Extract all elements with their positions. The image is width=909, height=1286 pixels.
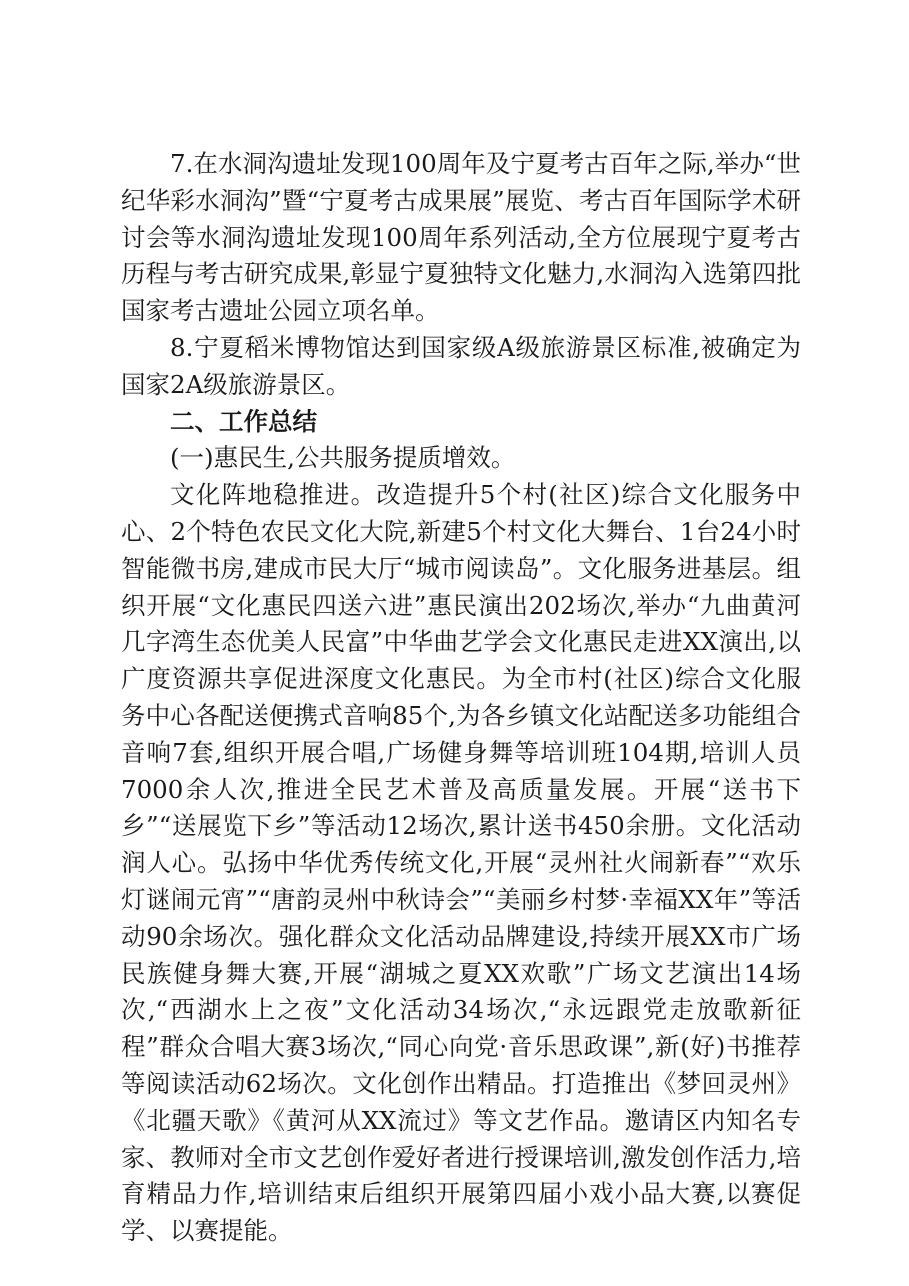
subsection-heading: (一)惠民生,公共服务提质增效。	[170, 443, 516, 473]
paragraph-item-8: 8.宁夏稻米博物馆达到国家级A级旅游景区标准,被确定为国家2A级旅游景区。	[121, 332, 801, 399]
document-page	[121, 146, 801, 1250]
paragraph-item-7: 7.在水洞沟遗址发现100周年及宁夏考古百年之际,举办“世纪华彩水洞沟”暨“宁夏考古成果展”展览、考古百年国际学术研讨会等水洞沟遗址发现100周年系列活动,全方位展现宁夏考古历程与考古研究成果,彰显宁夏独特文化魅力,水洞沟入选第四批国家考古遗址公园立项名单。	[121, 149, 801, 326]
section-heading: 二、工作总结	[170, 406, 317, 436]
body-paragraph: 文化阵地稳推进。改造提升5个村(社区)综合文化服务中心、2个特色农民文化大院,新建5个村文化大舞台、1台24小时智能微书房,建成市民大厅“城市阅读岛”。文化服务进基层。组织开展“文化惠民四送六进”惠民演出202场次,举办“九曲黄河几字湾生态优美人民富”中华曲艺学会文化惠民走进XX演出,以广度资源共享促进深度文化惠民。为全市村(社区)综合文化服务中心各配送便携式音响85个,为各乡镇文化站配送多功能组合音响7套,组织开展合唱,广场健身舞等培训班104期,培训人员7000余人次,推进全民艺术普及高质量发展。开展“送书下乡”“送展览下乡”等活动12场次,累计送书450余册。文化活动润人心。弘扬中华优秀传统文化,开展“灵州社火闹新春”“欢乐灯谜闹元宵”“唐韵灵州中秋诗会”“美丽乡村梦·幸福XX年”等活动90余场次。强化群众文化活动品牌建设,持续开展XX市广场民族健身舞大赛,开展“湖城之夏XX欢歌”广场文艺演出14场次,“西湖水上之夜”文化活动34场次,“永远跟党走放歌新征程”群众合唱大赛3场次,“同心向党·音乐思政课”,新(好)书推荐等阅读活动62场次。文化创作出精品。打造推出《梦回灵州》《北疆天歌》《黄河从XX流过》等文艺作品。邀请区内知名专家、教师对全市文艺创作爱好者进行授课培训,激发创作活力,培育精品力作,培训结束后组织开展第四届小戏小品大赛,以赛促学、以赛提能。	[121, 480, 801, 1246]
